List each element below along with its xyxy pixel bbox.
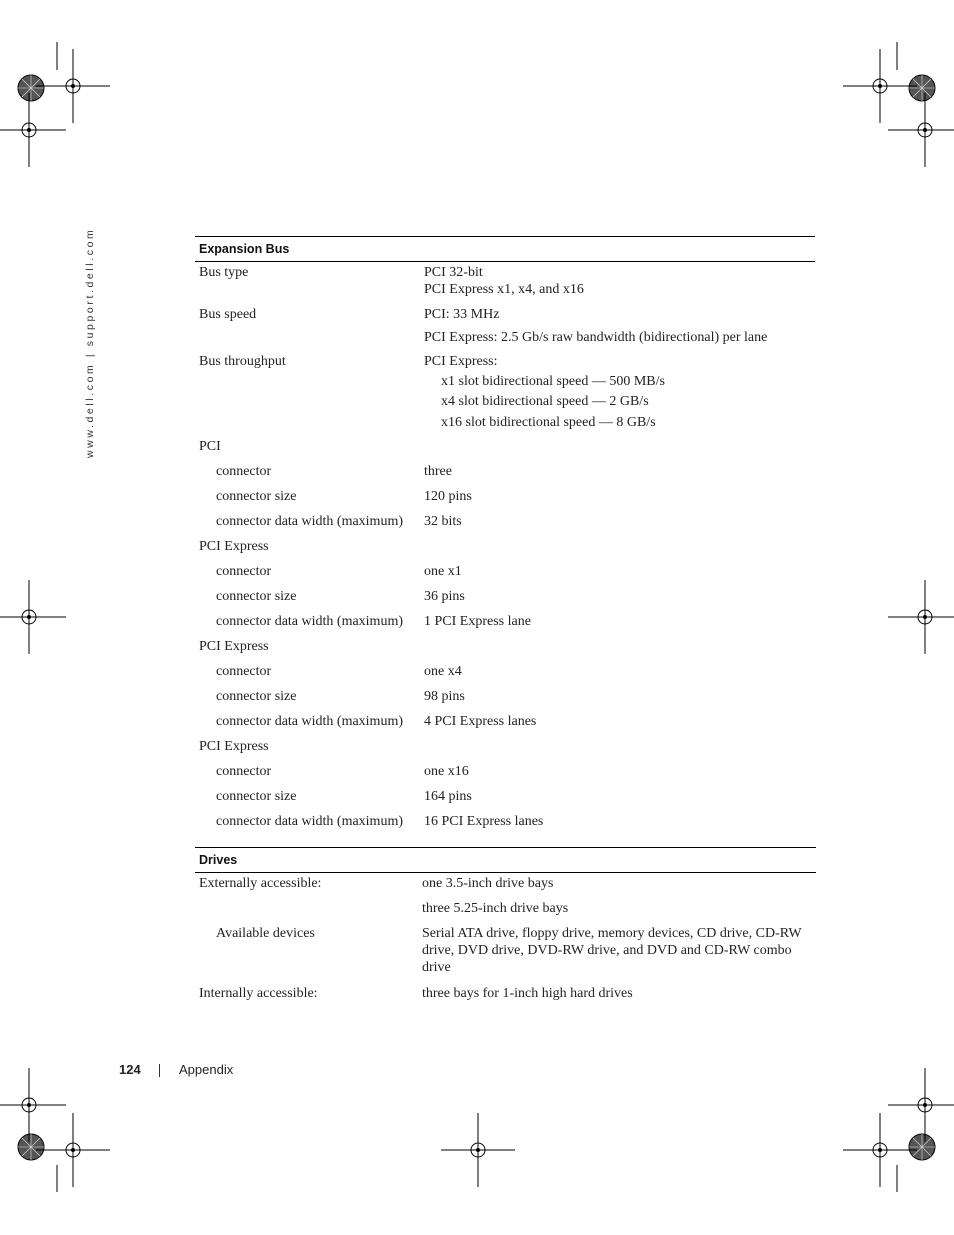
bus-speed-pci: PCI: 33 MHz [424, 307, 500, 322]
connector-width-value: 1 PCI Express lane [424, 614, 531, 629]
connector-size-label: connector size [216, 489, 297, 504]
available-devices-label: Available devices [216, 926, 315, 941]
bus-throughput-x16: x16 slot bidirectional speed — 8 GB/s [441, 415, 656, 430]
connector-size-label: connector size [216, 589, 297, 604]
bus-throughput-x4: x4 slot bidirectional speed — 2 GB/s [441, 394, 649, 409]
bus-type-value-2: PCI Express x1, x4, and x16 [424, 282, 584, 297]
connector-size-value: 164 pins [424, 789, 472, 804]
connector-label: connector [216, 464, 272, 479]
connector-size-label: connector size [216, 689, 297, 704]
footer-section: Appendix [179, 1062, 234, 1077]
connector-size-label: connector size [216, 789, 297, 804]
connector-value: one x4 [424, 664, 462, 679]
available-devices-value: Serial ATA drive, floppy drive, memory devices, CD drive, CD-RW drive, DVD drive, DVD-RW drive, and DVD and CD-RW combo drive [422, 926, 802, 975]
sidebar-url: www.dell.com | support.dell.com [84, 227, 96, 458]
connector-size-value: 36 pins [424, 589, 465, 604]
bus-speed-pcie: PCI Express: 2.5 Gb/s raw bandwidth (bidirectional) per lane [424, 330, 768, 345]
connector-label: connector [216, 564, 272, 579]
footer-divider [159, 1064, 160, 1077]
page-number: 124 [119, 1062, 141, 1077]
connector-width-value: 32 bits [424, 514, 462, 529]
connector-width-label: connector data width (maximum) [216, 614, 403, 629]
group-title: PCI Express [199, 739, 269, 754]
external-value-2: three 5.25-inch drive bays [422, 901, 569, 916]
connector-size-value: 120 pins [424, 489, 472, 504]
connector-value: one x16 [424, 764, 469, 779]
external-value-1: one 3.5-inch drive bays [422, 876, 554, 891]
bus-throughput-value: PCI Express: [424, 354, 498, 369]
group-title: PCI Express [199, 539, 269, 554]
connector-size-value: 98 pins [424, 689, 465, 704]
connector-width-label: connector data width (maximum) [216, 814, 403, 829]
internal-label: Internally accessible: [199, 986, 318, 1001]
group-title: PCI [199, 439, 221, 454]
expansion-bus-header: Expansion Bus [195, 236, 815, 262]
connector-width-label: connector data width (maximum) [216, 514, 403, 529]
connector-width-label: connector data width (maximum) [216, 714, 403, 729]
bus-throughput-label: Bus throughput [199, 354, 286, 369]
bus-type-value-1: PCI 32-bit [424, 265, 483, 280]
connector-value: three [424, 464, 452, 479]
connector-width-value: 16 PCI Express lanes [424, 814, 544, 829]
connector-value: one x1 [424, 564, 462, 579]
drives-header: Drives [195, 847, 816, 873]
external-label: Externally accessible: [199, 876, 322, 891]
bus-type-label: Bus type [199, 265, 249, 280]
bus-throughput-x1: x1 slot bidirectional speed — 500 MB/s [441, 374, 665, 389]
internal-value: three bays for 1-inch high hard drives [422, 986, 633, 1001]
connector-label: connector [216, 664, 272, 679]
bus-speed-label: Bus speed [199, 307, 257, 322]
group-title: PCI Express [199, 639, 269, 654]
connector-label: connector [216, 764, 272, 779]
connector-width-value: 4 PCI Express lanes [424, 714, 537, 729]
